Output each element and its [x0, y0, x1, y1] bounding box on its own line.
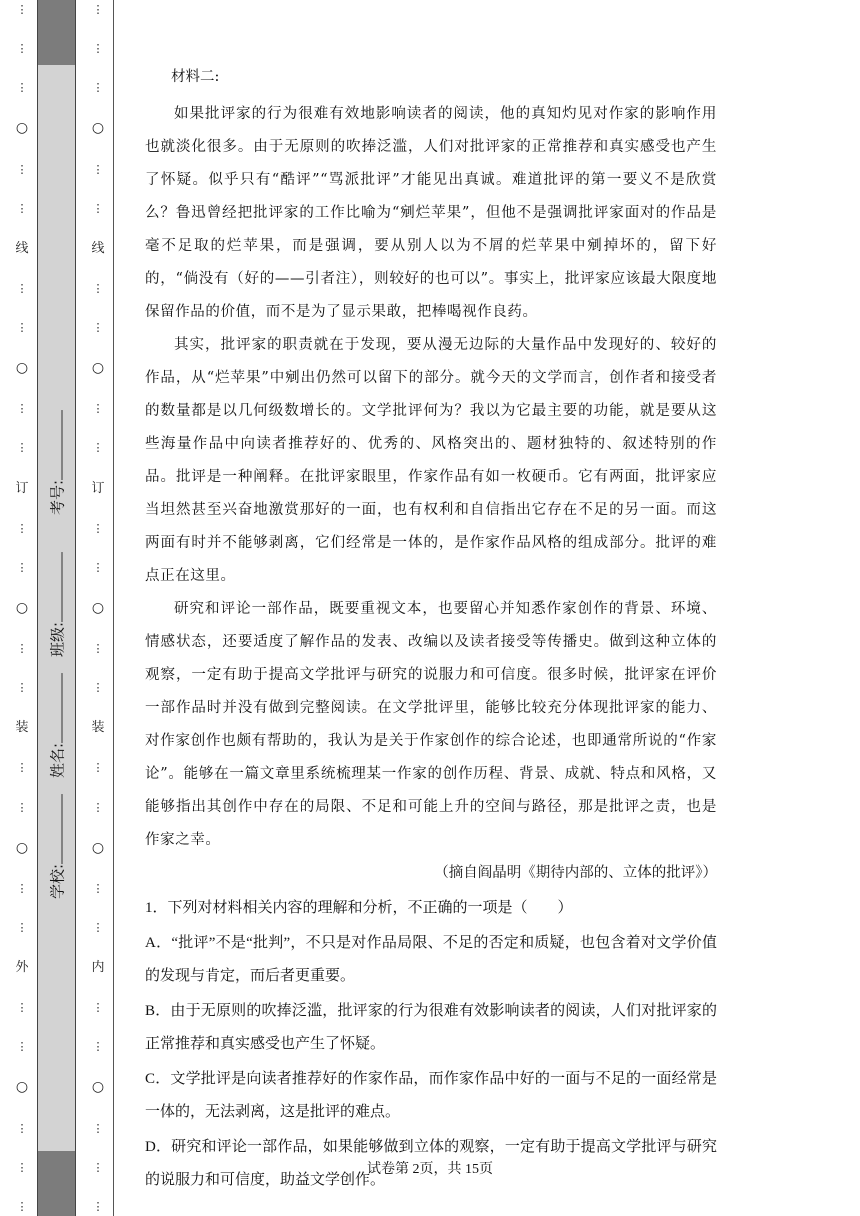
binding-circle: ○ [91, 839, 105, 856]
material-paragraph: 研究和评论一部作品，既要重视文本，也要留心并知悉作家创作的背景、环境、情感状态，还要适度了解作品的发表、改编以及读者接受等传播史。做到这种立体的观察，一定有助于提高文学批评与研究的说服力和可信度。很多时候，批评家在评价一部作品时并没有做到完整阅读。在文学批评里，能够比较充分体现批评家的能力、对作家创作也颇有帮助的，我认为是关于作家创作的综合论述，也即通常所说的“作家论”。能够在一篇文章里系统梳理某一作家的创作历程、背景、成就、特点和风格，又能够指出其创作中存在的局限、不足和可能上升的空间与路径，那是批评之责，也是作家之幸。 [145, 601, 717, 848]
outer-word-outside: 外 [15, 960, 29, 975]
binding-circle: ○ [15, 839, 29, 856]
binding-circle: ○ [15, 599, 29, 616]
school-blank[interactable] [49, 794, 62, 864]
inner-word-order: 订 [91, 480, 105, 496]
outer-word-bind: 装 [15, 720, 29, 736]
page-border-line [113, 0, 114, 1216]
class-blank[interactable] [49, 552, 62, 622]
material-paragraph: 其实，批评家的职责就在于发现，要从漫无边际的大量作品中发现好的、较好的作品，从“烂苹果”中剜出仍然可以留下的部分。就今天的文学而言，创作者和接受者的数量都是以几何级数增长的。文学批评何为？我以为它最主要的功能，就是要从这些海量作品中向读者推荐好的、优秀的、风格突出的、题材独特的、叙述特别的作品。批评是一种阐释。在批评家眼里，作家作品有如一枚硬币。它有两面，批评家应当坦然甚至兴奋地激赏那好的一面，也有权利和自信指出它存在不足的另一面。而这两面有时并不能够剥离，它们经常是一体的，是作家作品风格的组成部分。批评的难点正在这里。 [145, 337, 717, 584]
option-b[interactable]: B．由于无原则的吹捧泛滥，批评家的行为很难有效影响读者的阅读，人们对批评家的正常推荐和真实感受也产生了怀疑。 [145, 1003, 717, 1052]
exam-content [145, 66, 717, 1199]
option-c[interactable]: C．文学批评是向读者推荐好的作家作品，而作家作品中好的一面与不足的一面经常是一体的，无法剥离，这是批评的难点。 [145, 1071, 717, 1120]
school-label: 学校: [48, 863, 66, 900]
option-a[interactable]: A．“批评”不是“批判”，不只是对作品局限、不足的否定和质疑，也包含着对文学价值的发现与肯定，而后者更重要。 [145, 935, 717, 984]
binding-circle: ○ [91, 1079, 105, 1096]
option-d[interactable]: D．研究和评论一部作品，如果能够做到立体的观察，一定有助于提高文学批评与研究的说服力和可信度，助益文学创作。 [145, 1139, 717, 1188]
school-field[interactable] [46, 794, 67, 899]
binding-circle: ○ [15, 120, 29, 137]
binding-circle: ○ [91, 599, 105, 616]
outer-word-line: 线 [15, 240, 29, 256]
name-blank[interactable] [49, 673, 62, 743]
binding-circle: ○ [15, 1079, 29, 1096]
question-stem: 1．下列对材料相关内容的理解和分析，不正确的一项是（ ） [145, 900, 573, 916]
class-label: 班级: [48, 621, 66, 658]
outer-word-order: 订 [15, 480, 29, 496]
page-footer: 试卷第 2页，共 15页 [367, 1162, 493, 1177]
exam-number-field[interactable] [46, 410, 67, 515]
class-field[interactable] [46, 552, 67, 657]
outer-binding-line: ⋮ ⋮ ⋮ ○ ⋮ ⋮ 线 ⋮ ⋮ ○ ⋮ ⋮ 订 ⋮ ⋮ ○ ⋮ ⋮ 装 ⋮ ⋮ ○ ⋮ ⋮ 外 ⋮ ⋮ ○ ⋮ ⋮ ⋮ [15, 3, 29, 1213]
inner-word-line: 线 [91, 240, 105, 256]
binding-circle: ○ [15, 360, 29, 377]
material-title: 材料二: [171, 69, 220, 85]
binding-circle: ○ [91, 360, 105, 377]
inner-binding-line: ⋮ ⋮ ⋮ ○ ⋮ ⋮ 线 ⋮ ⋮ ○ ⋮ ⋮ 订 ⋮ ⋮ ○ ⋮ ⋮ 装 ⋮ ⋮ ○ ⋮ ⋮ 内 ⋮ ⋮ ○ ⋮ ⋮ ⋮ [91, 3, 105, 1213]
material-paragraph: 如果批评家的行为很难有效地影响读者的阅读，他的真知灼见对作家的影响作用也就淡化很多。由于无原则的吹捧泛滥，人们对批评家的正常推荐和真实感受也产生了怀疑。似乎只有“酷评”“骂派批评”才能见出真诚。难道批评的第一要义不是欣赏么？鲁迅曾经把批评家的工作比喻为“剜烂苹果”，但他不是强调批评家面对的作品是毫不足取的烂苹果，而是强调，要从别人以为不屑的烂苹果中剜掉坏的，留下好的，“倘没有（好的——引者注），则较好的也可以”。事实上，批评家应该最大限度地保留作品的价值，而不是为了显示果敢，把棒喝视作良药。 [145, 106, 717, 320]
name-label: 姓名: [48, 742, 66, 779]
strip-dark-top [38, 0, 75, 65]
inner-word-bind: 装 [91, 720, 105, 736]
name-field[interactable] [46, 673, 67, 778]
binding-info-strip [37, 0, 76, 1216]
binding-circle: ○ [91, 120, 105, 137]
exam-number-label: 考号: [48, 479, 66, 516]
exam-number-blank[interactable] [49, 410, 62, 480]
material-source: （摘自阎晶明《期待内部的、立体的批评》） [434, 865, 717, 881]
inner-word-inside: 内 [91, 960, 105, 975]
